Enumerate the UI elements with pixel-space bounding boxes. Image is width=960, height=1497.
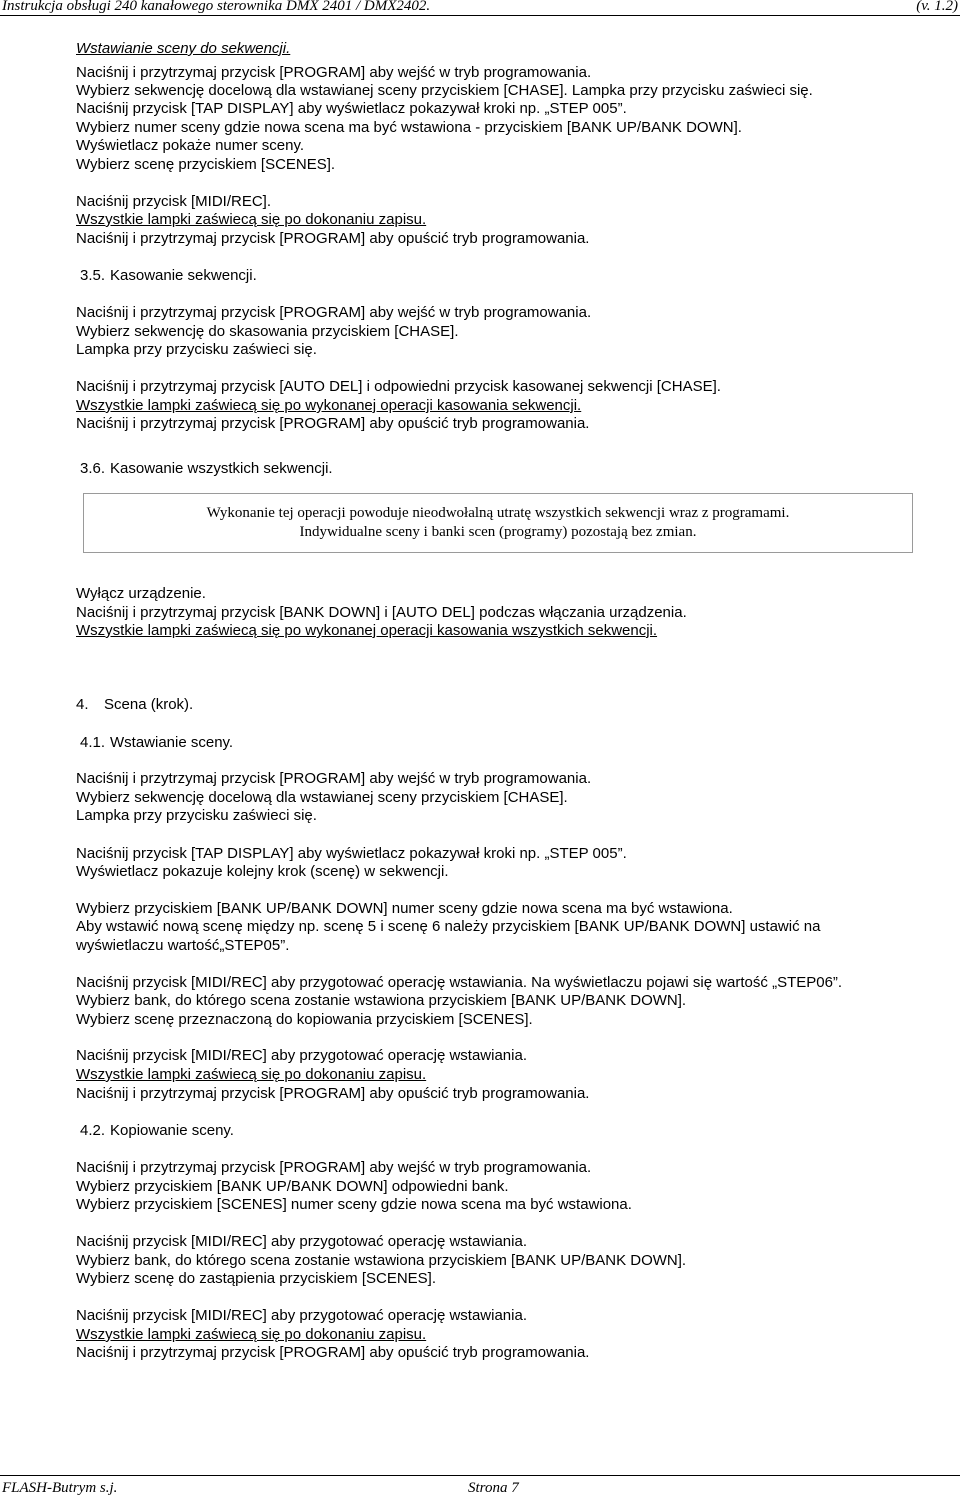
chapter-title: Scena (krok).	[104, 696, 194, 713]
footer-rule	[0, 1475, 960, 1476]
instruction-line: Naciśnij i przytrzymaj przycisk [PROGRAM] aby wejść w tryb programowania.	[76, 1159, 592, 1176]
instruction-line: Naciśnij i przytrzymaj przycisk [PROGRAM] aby opuścić tryb programowania.	[76, 1344, 590, 1361]
section-heading-4-2	[80, 1122, 234, 1140]
instruction-line: Wybierz scenę przeznaczoną do kopiowania przyciskiem [SCENES].	[76, 1011, 533, 1028]
subsection-heading: Wstawianie sceny do sekwencji.	[76, 40, 291, 57]
instruction-line: Wybierz przyciskiem [BANK UP/BANK DOWN] odpowiedni bank.	[76, 1178, 509, 1195]
instruction-line: Naciśnij przycisk [MIDI/REC] aby przygotować operację wstawiania.	[76, 1233, 527, 1250]
confirmation-line: Wszystkie lampki zaświecą się po dokonaniu zapisu.	[76, 211, 427, 228]
instruction-line: Aby wstawić nową scenę między np. scenę 5 i scenę 6 należy przyciskiem [BANK UP/BANK DOWN] ustawić na	[76, 918, 821, 935]
instruction-line: Lampka przy przycisku zaświeci się.	[76, 807, 317, 824]
warning-note-line: Indywidualne sceny i banki scen (programy) pozostają bez zmian.	[299, 524, 697, 540]
instruction-line: Naciśnij i przytrzymaj przycisk [PROGRAM] aby wejść w tryb programowania.	[76, 304, 592, 321]
instruction-line: Naciśnij przycisk [TAP DISPLAY] aby wyświetlacz pokazywał kroki np. „STEP 005”.	[76, 845, 627, 862]
section-number: 3.6.	[80, 460, 106, 477]
warning-note-line: Wykonanie tej operacji powoduje nieodwołalną utratę wszystkich sekwencji wraz z programami.	[206, 505, 790, 521]
instruction-line: Wybierz numer sceny gdzie nowa scena ma być wstawiona - przyciskiem [BANK UP/BANK DOWN].	[76, 119, 742, 136]
instruction-line: Naciśnij przycisk [TAP DISPLAY] aby wyświetlacz pokazywał kroki np. „STEP 005”.	[76, 100, 627, 117]
instruction-line: Naciśnij i przytrzymaj przycisk [PROGRAM] aby opuścić tryb programowania.	[76, 1085, 590, 1102]
instruction-line: Lampka przy przycisku zaświeci się.	[76, 341, 317, 358]
section-number: 3.5.	[80, 267, 106, 284]
section-heading-4-1	[80, 734, 233, 752]
instruction-line: Naciśnij i przytrzymaj przycisk [PROGRAM] aby wejść w tryb programowania.	[76, 64, 592, 81]
instruction-line: Wybierz przyciskiem [SCENES] numer sceny gdzie nowa scena ma być wstawiona.	[76, 1196, 632, 1213]
instruction-line: Naciśnij przycisk [MIDI/REC] aby przygotować operację wstawiania. Na wyświetlaczu pojawi się wartość „STEP06”.	[76, 974, 843, 991]
instruction-line: Wyświetlacz pokaże numer sceny.	[76, 137, 305, 154]
section-title: Kopiowanie sceny.	[110, 1122, 234, 1139]
header-rule	[0, 15, 960, 16]
instruction-line: Wyłącz urządzenie.	[76, 585, 206, 602]
instruction-line: Wybierz scenę do zastąpienia przyciskiem [SCENES].	[76, 1270, 436, 1287]
confirmation-line: Wszystkie lampki zaświecą się po wykonanej operacji kasowania sekwencji.	[76, 397, 582, 414]
section-title: Wstawianie sceny.	[110, 734, 234, 751]
instruction-line: Naciśnij i przytrzymaj przycisk [PROGRAM] aby opuścić tryb programowania.	[76, 415, 590, 432]
section-number: 4.2.	[80, 1122, 106, 1139]
instruction-line: Naciśnij i przytrzymaj przycisk [PROGRAM] aby wejść w tryb programowania.	[76, 770, 592, 787]
page-header	[0, 0, 960, 14]
confirmation-line: Wszystkie lampki zaświecą się po dokonaniu zapisu.	[76, 1326, 427, 1343]
confirmation-line: Wszystkie lampki zaświecą się po wykonanej operacji kasowania wszystkich sekwencji.	[76, 622, 658, 639]
instruction-line: Naciśnij i przytrzymaj przycisk [PROGRAM] aby opuścić tryb programowania.	[76, 230, 590, 247]
instruction-line: Wybierz przyciskiem [BANK UP/BANK DOWN] numer sceny gdzie nowa scena ma być wstawiona.	[76, 900, 733, 917]
instruction-line: Naciśnij i przytrzymaj przycisk [BANK DOWN] i [AUTO DEL] podczas włączania urządzenia.	[76, 604, 687, 621]
section-heading-3-6	[80, 460, 333, 478]
footer-company: FLASH-Butrym s.j.	[2, 1480, 118, 1496]
chapter-number: 4.	[76, 696, 89, 713]
instruction-line: Wybierz bank, do którego scena zostanie wstawiona przyciskiem [BANK UP/BANK DOWN].	[76, 992, 687, 1009]
instruction-line: Naciśnij przycisk [MIDI/REC].	[76, 193, 272, 210]
confirmation-line: Wszystkie lampki zaświecą się po dokonaniu zapisu.	[76, 1066, 427, 1083]
document-version: (v. 1.2)	[916, 0, 958, 14]
section-number: 4.1.	[80, 734, 106, 751]
instruction-line: Naciśnij i przytrzymaj przycisk [AUTO DEL] i odpowiedni przycisk kasowanej sekwencji [CHASE].	[76, 378, 721, 395]
instruction-line: Wybierz sekwencję docelową dla wstawianej sceny przyciskiem [CHASE].	[76, 789, 568, 806]
section-title: Kasowanie sekwencji.	[110, 267, 257, 284]
footer-page-number: Strona 7	[468, 1480, 519, 1496]
warning-note-box	[83, 493, 913, 553]
instruction-line: Wybierz sekwencję docelową dla wstawianej sceny przyciskiem [CHASE]. Lampka przy przycisku zaświeci się.	[76, 82, 813, 99]
instruction-line: Wybierz bank, do którego scena zostanie wstawiona przyciskiem [BANK UP/BANK DOWN].	[76, 1252, 687, 1269]
section-heading-3-5	[80, 267, 257, 285]
instruction-line: Naciśnij przycisk [MIDI/REC] aby przygotować operację wstawiania.	[76, 1047, 527, 1064]
section-title: Kasowanie wszystkich sekwencji.	[110, 460, 333, 477]
instruction-line: Wyświetlacz pokazuje kolejny krok (scenę) w sekwencji.	[76, 863, 449, 880]
chapter-heading-4	[76, 696, 193, 714]
document-title: Instrukcja obsługi 240 kanałowego sterownika DMX 2401 / DMX2402.	[2, 0, 431, 14]
instruction-line: wyświetlaczu wartość„STEP05”.	[76, 937, 290, 954]
instruction-line: Wybierz scenę przyciskiem [SCENES].	[76, 156, 336, 173]
instruction-line: Wybierz sekwencję do skasowania przyciskiem [CHASE].	[76, 323, 459, 340]
instruction-line: Naciśnij przycisk [MIDI/REC] aby przygotować operację wstawiania.	[76, 1307, 527, 1324]
